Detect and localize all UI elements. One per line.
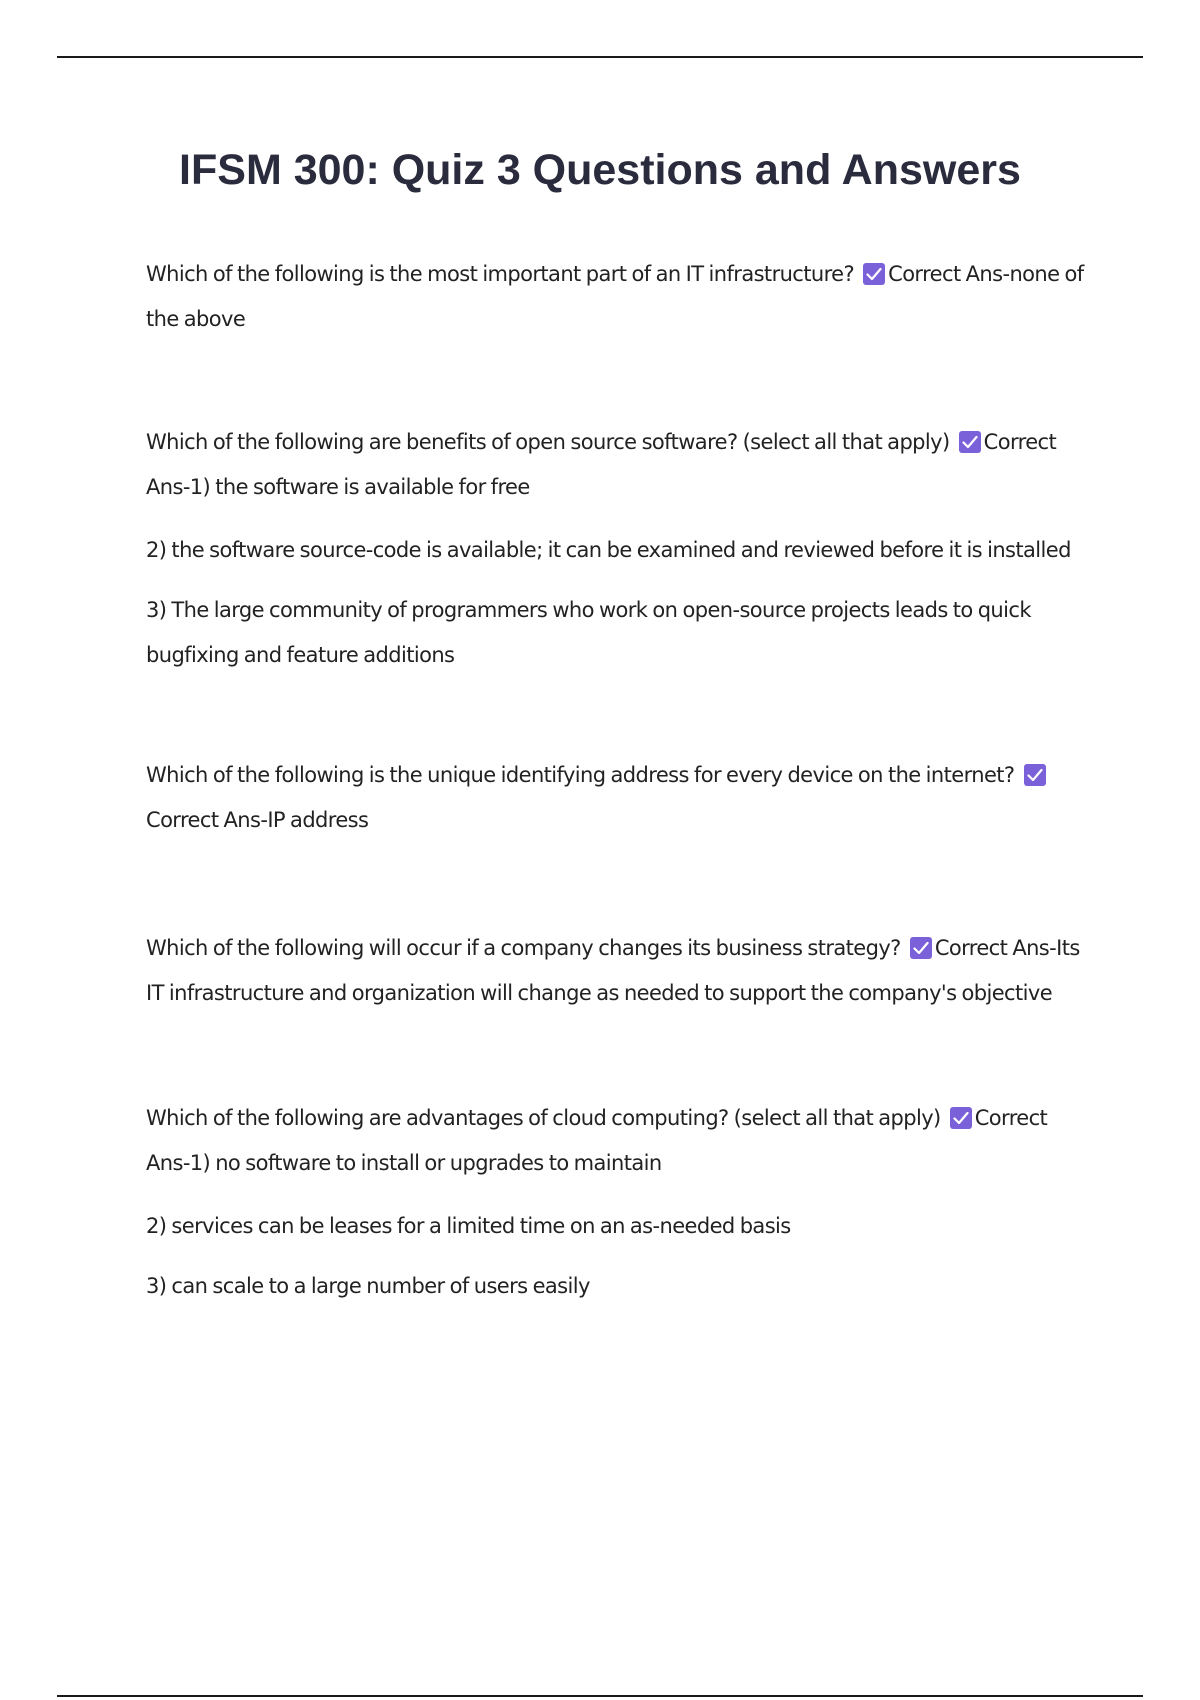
qa-item-5 — [146, 1096, 1086, 1186]
answer-line: 3) can scale to a large number of users easily — [146, 1274, 590, 1298]
checkbox-checked-icon — [910, 937, 932, 959]
qa-item-1 — [146, 252, 1086, 342]
answer-text: Correct Ans-IP address — [146, 808, 369, 832]
answer-line: 2) services can be leases for a limited time on an as-needed basis — [146, 1214, 791, 1238]
answer-text: Correct Ans-Its IT infrastructure and organization will change as needed to support the company's objective — [146, 936, 1080, 1005]
question-text: Which of the following will occur if a company changes its business strategy? — [146, 936, 901, 960]
question-text: Which of the following is the unique identifying address for every device on the internet? — [146, 763, 1015, 787]
page-title: IFSM 300: Quiz 3 Questions and Answers — [179, 146, 1021, 194]
checkbox-checked-icon — [950, 1107, 972, 1129]
answer-line: 2) the software source-code is available; it can be examined and reviewed before it is installed — [146, 538, 1071, 562]
question-text: Which of the following are benefits of open source software? (select all that apply) — [146, 430, 950, 454]
question-text: Which of the following is the most important part of an IT infrastructure? — [146, 262, 855, 286]
top-rule — [57, 56, 1143, 58]
bottom-rule — [57, 1695, 1143, 1697]
question-text: Which of the following are advantages of cloud computing? (select all that apply) — [146, 1106, 941, 1130]
qa-item-3 — [146, 753, 1086, 843]
answer-text: Correct Ans-1) the software is available for free — [146, 430, 1057, 499]
checkbox-checked-icon — [959, 431, 981, 453]
checkbox-checked-icon — [1024, 764, 1046, 786]
qa-item-2 — [146, 420, 1086, 510]
checkbox-checked-icon — [863, 263, 885, 285]
qa-item-4 — [146, 926, 1086, 1016]
answer-text: Correct Ans-none of the above — [146, 262, 1084, 331]
answer-line: 3) The large community of programmers who work on open-source projects leads to quick bugfixing and feature additions — [146, 598, 1031, 667]
answer-text: Correct Ans-1) no software to install or upgrades to maintain — [146, 1106, 1048, 1175]
